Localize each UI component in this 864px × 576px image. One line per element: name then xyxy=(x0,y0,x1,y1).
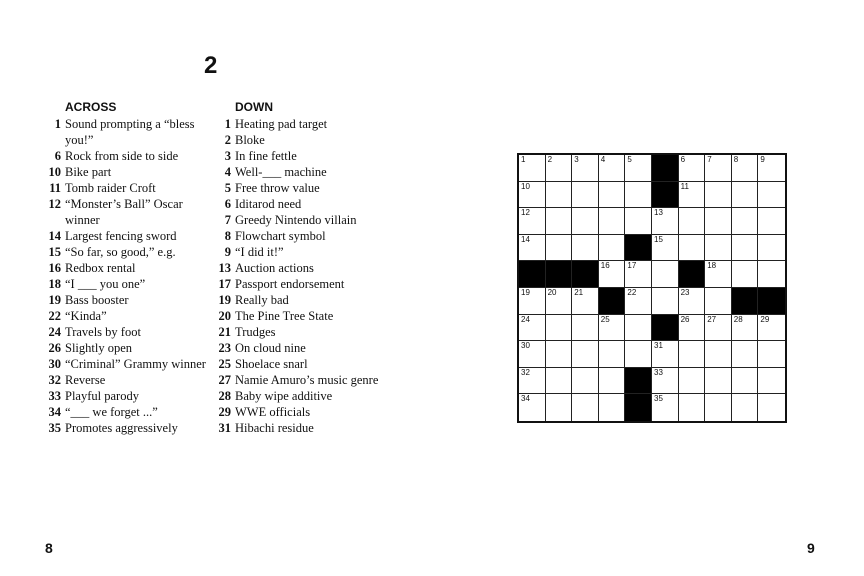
clue-text: Sound prompting a “bless you!” xyxy=(65,117,195,147)
grid-cell[interactable] xyxy=(705,394,732,421)
down-clue[interactable] xyxy=(214,116,384,132)
grid-cell[interactable] xyxy=(625,261,652,288)
grid-cell[interactable] xyxy=(572,235,599,262)
cell-number: 27 xyxy=(707,314,717,324)
clue-text: “I did it!” xyxy=(235,245,284,259)
cell-number: 12 xyxy=(521,208,530,218)
across-clue[interactable] xyxy=(44,148,214,164)
crossword-grid[interactable] xyxy=(517,153,787,423)
grid-cell[interactable] xyxy=(519,315,546,342)
grid-cell[interactable] xyxy=(519,235,546,262)
cell-number: 2 xyxy=(547,155,553,164)
clue-number: 26 xyxy=(48,341,61,355)
grid-cell[interactable] xyxy=(519,394,546,421)
across-clue[interactable] xyxy=(44,228,214,244)
grid-cell[interactable] xyxy=(572,394,599,421)
clue-text: Well-___ machine xyxy=(235,165,327,179)
cell-number: 35 xyxy=(654,394,663,404)
grid-cell[interactable] xyxy=(546,235,573,262)
grid-cell[interactable] xyxy=(705,288,732,315)
down-clue[interactable] xyxy=(214,420,384,436)
grid-cell[interactable] xyxy=(679,235,706,262)
clue-number: 5 xyxy=(224,181,231,195)
down-clue[interactable] xyxy=(214,228,384,244)
across-clue[interactable] xyxy=(44,164,214,180)
puzzle-number: 2 xyxy=(204,52,218,79)
clue-number: 30 xyxy=(48,357,61,371)
grid-cell[interactable] xyxy=(705,208,732,235)
grid-cell[interactable] xyxy=(599,261,626,288)
grid-cell[interactable] xyxy=(546,394,573,421)
clue-number: 20 xyxy=(218,309,231,323)
across-clue[interactable] xyxy=(44,372,214,388)
grid-cell[interactable] xyxy=(572,341,599,368)
page-number-right: 9 xyxy=(807,540,815,556)
grid-cell[interactable] xyxy=(599,182,626,209)
down-clue[interactable] xyxy=(214,196,384,212)
clue-text: Hibachi residue xyxy=(235,421,314,435)
clue-number: 35 xyxy=(48,421,61,435)
clue-number: 6 xyxy=(54,149,61,163)
grid-cell[interactable] xyxy=(546,341,573,368)
grid-cell[interactable] xyxy=(652,394,679,421)
clue-text: Really bad xyxy=(235,293,289,307)
clue-text: “So far, so good,” e.g. xyxy=(65,245,176,259)
clue-text: On cloud nine xyxy=(235,341,306,355)
down-clue[interactable] xyxy=(214,404,384,420)
clue-number: 27 xyxy=(218,373,231,387)
clue-text: Auction actions xyxy=(235,261,314,275)
cell-number: 16 xyxy=(600,261,610,271)
clue-number: 6 xyxy=(224,197,231,211)
down-clue[interactable] xyxy=(214,324,384,340)
cell-number: 30 xyxy=(521,341,530,351)
cell-number: 26 xyxy=(680,314,690,324)
clue-text: Passport endorsement xyxy=(235,277,345,291)
clue-number: 9 xyxy=(224,245,231,259)
grid-cell[interactable] xyxy=(625,208,652,235)
clue-number: 33 xyxy=(48,389,61,403)
grid-black-square xyxy=(625,394,652,421)
clue-text: Bass booster xyxy=(65,293,129,307)
across-clue[interactable] xyxy=(44,356,214,372)
clue-text: Free throw value xyxy=(235,181,320,195)
grid-cell[interactable] xyxy=(599,208,626,235)
down-clue[interactable] xyxy=(214,308,384,324)
grid-cell[interactable] xyxy=(572,182,599,209)
down-clue[interactable] xyxy=(214,356,384,372)
clue-number: 4 xyxy=(224,165,231,179)
grid-cell[interactable] xyxy=(625,155,652,182)
down-clue[interactable] xyxy=(214,260,384,276)
grid-black-square xyxy=(625,235,652,262)
grid-cell[interactable] xyxy=(546,315,573,342)
across-clue-list xyxy=(44,116,214,436)
cell-number: 20 xyxy=(547,288,557,297)
down-clue-list xyxy=(214,116,384,436)
across-clue[interactable] xyxy=(44,420,214,436)
clue-number: 22 xyxy=(48,309,61,323)
clue-text: Reverse xyxy=(65,373,106,387)
grid-cell[interactable] xyxy=(732,341,759,368)
grid-black-square xyxy=(572,261,599,288)
clue-text: Bloke xyxy=(235,133,265,147)
clue-text: Iditarod need xyxy=(235,197,302,211)
clue-text: Shoelace snarl xyxy=(235,357,308,371)
grid-cell[interactable] xyxy=(519,341,546,368)
down-clue[interactable] xyxy=(214,276,384,292)
grid-cell[interactable] xyxy=(652,208,679,235)
across-clue[interactable] xyxy=(44,180,214,196)
cell-number: 21 xyxy=(574,288,584,297)
grid-cell[interactable] xyxy=(599,315,626,342)
clue-text: “___ we forget ...” xyxy=(65,405,158,419)
clue-text: The Pine Tree State xyxy=(235,309,334,323)
grid-black-square xyxy=(625,368,652,395)
grid-cell[interactable] xyxy=(599,235,626,262)
across-heading: ACROSS xyxy=(65,100,117,114)
clue-number: 16 xyxy=(48,261,61,275)
grid-cell[interactable] xyxy=(572,368,599,395)
down-clue[interactable] xyxy=(214,164,384,180)
across-clue[interactable] xyxy=(44,276,214,292)
grid-black-square xyxy=(546,261,573,288)
grid-cell[interactable] xyxy=(572,208,599,235)
grid-cell[interactable] xyxy=(546,182,573,209)
grid-cell[interactable] xyxy=(519,288,546,315)
down-clue[interactable] xyxy=(214,372,384,388)
grid-cell[interactable] xyxy=(732,394,759,421)
clue-number: 11 xyxy=(49,181,61,195)
grid-cell[interactable] xyxy=(519,368,546,395)
grid-cell[interactable] xyxy=(546,368,573,395)
grid-cell[interactable] xyxy=(572,155,599,182)
clue-text: Rock from side to side xyxy=(65,149,179,163)
grid-cell[interactable] xyxy=(679,288,706,315)
clue-text: Trudges xyxy=(235,325,276,339)
grid-cell[interactable] xyxy=(758,315,785,342)
grid-cell[interactable] xyxy=(599,368,626,395)
clue-number: 10 xyxy=(48,165,61,179)
clue-text: WWE officials xyxy=(235,405,311,419)
down-clue[interactable] xyxy=(214,212,384,228)
cell-number: 24 xyxy=(521,314,530,324)
cell-number: 22 xyxy=(627,288,637,297)
grid-cell[interactable] xyxy=(705,341,732,368)
grid-cell[interactable] xyxy=(758,368,785,395)
across-clue[interactable] xyxy=(44,116,214,148)
clue-number: 32 xyxy=(48,373,61,387)
grid-cell[interactable] xyxy=(732,208,759,235)
cell-number: 19 xyxy=(521,288,530,297)
clue-number: 1 xyxy=(224,117,231,131)
clue-text: Namie Amuro’s music genre xyxy=(235,373,379,387)
grid-cell[interactable] xyxy=(705,235,732,262)
cell-number: 15 xyxy=(654,234,663,244)
grid-cell[interactable] xyxy=(705,155,732,182)
clue-text: Baby wipe additive xyxy=(235,389,333,403)
grid-cell[interactable] xyxy=(732,235,759,262)
grid-cell[interactable] xyxy=(546,288,573,315)
cell-number: 7 xyxy=(707,155,712,164)
grid-cell[interactable] xyxy=(705,182,732,209)
cell-number: 33 xyxy=(654,367,663,377)
grid-black-square xyxy=(758,288,785,315)
clue-number: 19 xyxy=(48,293,61,307)
clue-text: Slightly open xyxy=(65,341,133,355)
clue-text: Promotes aggressively xyxy=(65,421,178,435)
grid-black-square xyxy=(652,315,679,342)
cell-number: 13 xyxy=(654,208,663,218)
grid-cell[interactable] xyxy=(679,368,706,395)
grid-cell[interactable] xyxy=(758,182,785,209)
grid-cell[interactable] xyxy=(599,394,626,421)
grid-cell[interactable] xyxy=(679,208,706,235)
cell-number: 23 xyxy=(680,288,690,297)
grid-cell[interactable] xyxy=(679,155,706,182)
across-clue[interactable] xyxy=(44,292,214,308)
grid-cell[interactable] xyxy=(679,341,706,368)
across-clue[interactable] xyxy=(44,404,214,420)
clue-number: 21 xyxy=(218,325,231,339)
grid-cell[interactable] xyxy=(758,235,785,262)
down-clues xyxy=(214,99,384,436)
grid-cell[interactable] xyxy=(625,182,652,209)
cell-number: 31 xyxy=(654,341,663,351)
cell-number: 9 xyxy=(760,155,765,164)
clue-text: Travels by foot xyxy=(65,325,141,339)
grid-cell[interactable] xyxy=(652,288,679,315)
clue-number: 1 xyxy=(54,117,61,131)
across-clue[interactable] xyxy=(44,308,214,324)
clue-number: 2 xyxy=(224,133,231,147)
grid-cell[interactable] xyxy=(519,208,546,235)
grid-cell[interactable] xyxy=(758,394,785,421)
cell-number: 1 xyxy=(521,155,526,164)
grid-cell[interactable] xyxy=(519,182,546,209)
grid-cell[interactable] xyxy=(572,288,599,315)
grid-cell[interactable] xyxy=(625,341,652,368)
clue-text: “Criminal” Grammy winner xyxy=(65,357,206,371)
grid-cell[interactable] xyxy=(652,341,679,368)
clue-number: 12 xyxy=(48,197,61,211)
grid-cell[interactable] xyxy=(758,208,785,235)
grid-cell[interactable] xyxy=(705,315,732,342)
grid-cell[interactable] xyxy=(519,155,546,182)
across-clue[interactable] xyxy=(44,244,214,260)
grid-cell[interactable] xyxy=(652,261,679,288)
clue-text: Playful parody xyxy=(65,389,139,403)
grid-black-square xyxy=(599,288,626,315)
clue-number: 17 xyxy=(218,277,231,291)
grid-cell[interactable] xyxy=(652,368,679,395)
down-clue[interactable] xyxy=(214,388,384,404)
cell-number: 18 xyxy=(707,261,717,271)
across-clues xyxy=(44,99,214,436)
clue-number: 23 xyxy=(218,341,231,355)
cell-number: 3 xyxy=(574,155,579,164)
grid-black-square xyxy=(732,288,759,315)
grid-cell[interactable] xyxy=(546,155,573,182)
grid-cell[interactable] xyxy=(546,208,573,235)
grid-black-square xyxy=(679,261,706,288)
cell-number: 6 xyxy=(680,155,686,164)
cell-number: 5 xyxy=(627,155,632,164)
cell-number: 29 xyxy=(760,314,770,324)
down-clue[interactable] xyxy=(214,340,384,356)
cell-number: 34 xyxy=(521,394,530,404)
cell-number: 14 xyxy=(521,234,530,244)
clue-text: Flowchart symbol xyxy=(235,229,326,243)
grid-cell[interactable] xyxy=(705,368,732,395)
cell-number: 28 xyxy=(733,314,743,324)
across-clue[interactable] xyxy=(44,340,214,356)
grid-cell[interactable] xyxy=(758,261,785,288)
clue-text: Largest fencing sword xyxy=(65,229,177,243)
grid-cell[interactable] xyxy=(652,235,679,262)
clue-text: Greedy Nintendo villain xyxy=(235,213,357,227)
clue-text: Redbox rental xyxy=(65,261,136,275)
grid-cell[interactable] xyxy=(758,155,785,182)
across-clue[interactable] xyxy=(44,388,214,404)
grid-cell[interactable] xyxy=(732,182,759,209)
down-heading: DOWN xyxy=(235,100,273,114)
clue-number: 14 xyxy=(48,229,61,243)
grid-black-square xyxy=(652,155,679,182)
page-number-left: 8 xyxy=(45,540,53,556)
grid-cell[interactable] xyxy=(732,315,759,342)
cell-number: 32 xyxy=(521,367,530,377)
down-clue[interactable] xyxy=(214,132,384,148)
clue-number: 18 xyxy=(48,277,61,291)
clue-number: 15 xyxy=(48,245,61,259)
grid-cell[interactable] xyxy=(625,315,652,342)
grid-black-square xyxy=(519,261,546,288)
clue-text: Heating pad target xyxy=(235,117,328,131)
clue-number: 34 xyxy=(48,405,61,419)
clue-number: 8 xyxy=(224,229,231,243)
cell-number: 4 xyxy=(600,155,606,164)
clue-number: 13 xyxy=(218,261,231,275)
cell-number: 17 xyxy=(627,261,637,271)
grid-cell[interactable] xyxy=(679,182,706,209)
cell-number: 25 xyxy=(600,314,610,324)
clue-number: 31 xyxy=(218,421,231,435)
down-clue[interactable] xyxy=(214,148,384,164)
clue-text: “Monster’s Ball” Oscar winner xyxy=(65,197,183,227)
grid-cell[interactable] xyxy=(599,155,626,182)
clue-number: 3 xyxy=(224,149,231,163)
clue-number: 7 xyxy=(224,213,231,227)
grid-cell[interactable] xyxy=(679,394,706,421)
cell-number: 8 xyxy=(733,155,739,164)
down-clue[interactable] xyxy=(214,244,384,260)
clue-number: 25 xyxy=(218,357,231,371)
clue-number: 29 xyxy=(218,405,231,419)
clue-text: Bike part xyxy=(65,165,112,179)
grid-black-square xyxy=(652,182,679,209)
clue-number: 24 xyxy=(48,325,61,339)
across-clue[interactable] xyxy=(44,196,214,228)
across-clue[interactable] xyxy=(44,260,214,276)
down-clue[interactable] xyxy=(214,180,384,196)
clue-text: In fine fettle xyxy=(235,149,297,163)
grid-cell[interactable] xyxy=(732,368,759,395)
grid-cell[interactable] xyxy=(758,341,785,368)
grid-cell[interactable] xyxy=(572,315,599,342)
grid-cell[interactable] xyxy=(732,261,759,288)
clue-number: 19 xyxy=(218,293,231,307)
clue-number: 28 xyxy=(218,389,231,403)
down-clue[interactable] xyxy=(214,292,384,308)
grid-cell[interactable] xyxy=(599,341,626,368)
grid-cell[interactable] xyxy=(705,261,732,288)
clue-text: Tomb raider Croft xyxy=(65,181,156,195)
clue-text: “Kinda” xyxy=(65,309,107,323)
cell-number: 10 xyxy=(521,181,530,191)
grid-cell[interactable] xyxy=(625,288,652,315)
grid-cell[interactable] xyxy=(679,315,706,342)
across-clue[interactable] xyxy=(44,324,214,340)
clue-text: “I ___ you one” xyxy=(65,277,146,291)
grid-cell[interactable] xyxy=(732,155,759,182)
cell-number: 11 xyxy=(680,181,689,191)
